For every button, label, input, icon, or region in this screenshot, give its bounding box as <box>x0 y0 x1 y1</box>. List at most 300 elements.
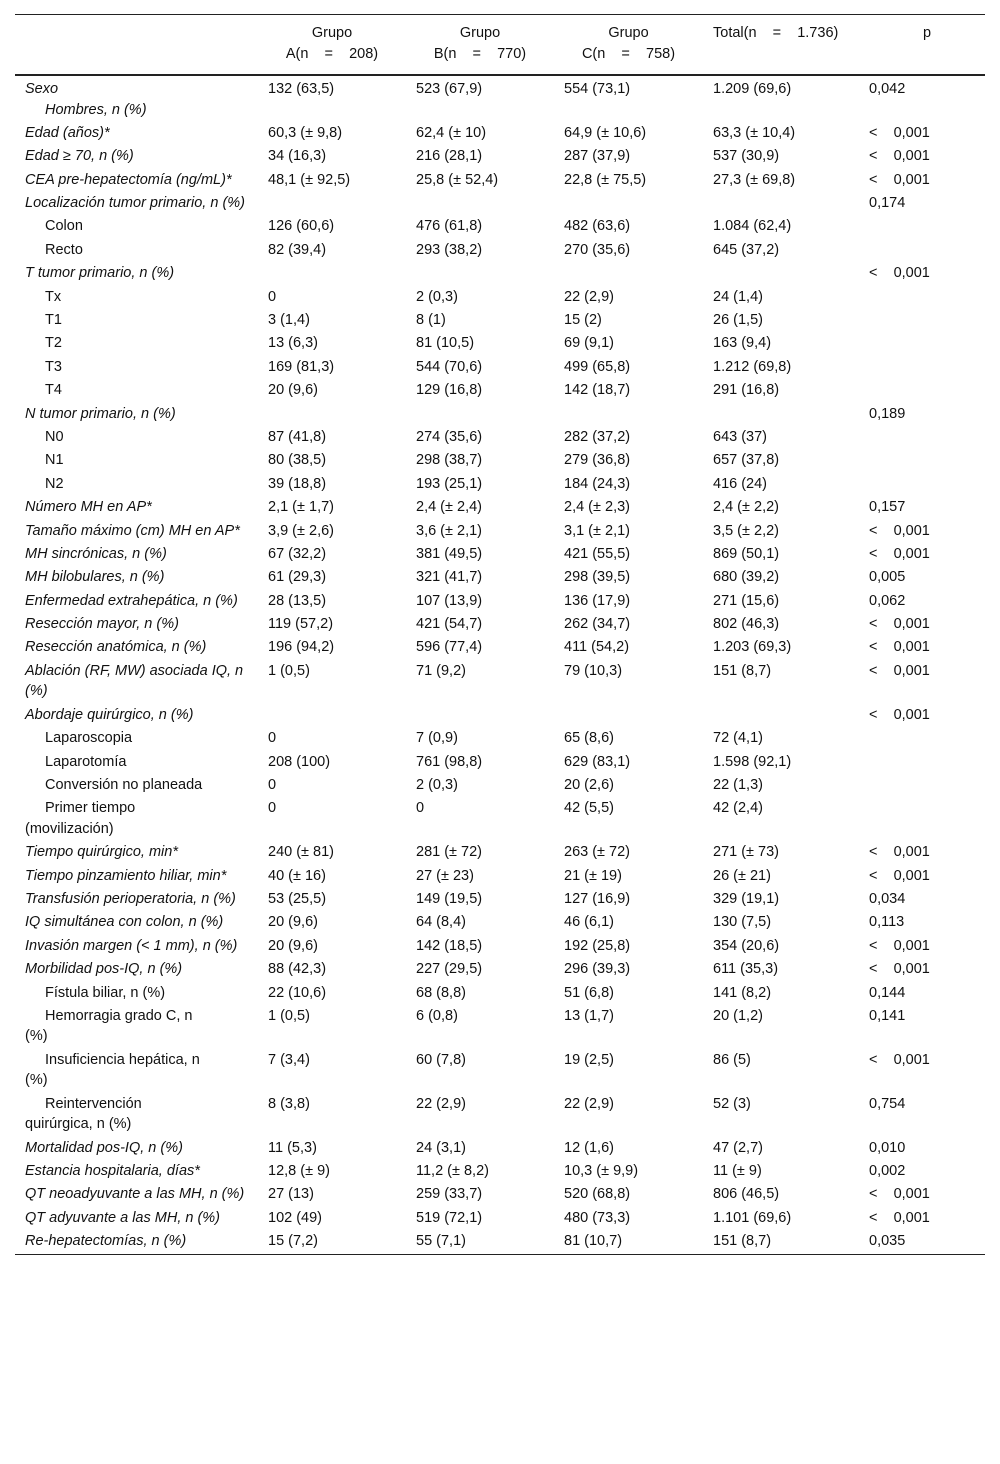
row-label <box>15 192 258 215</box>
row-label-text: Edad ≥ 70, n (%) <box>25 148 134 165</box>
table-row <box>15 1005 985 1049</box>
row-label-text: Localización tumor primario, n (%) <box>25 195 245 212</box>
row-label <box>15 356 258 379</box>
row-label <box>15 1183 258 1206</box>
cell-p-value <box>869 797 985 841</box>
cell-group-c: 263 (± 72) <box>564 844 630 861</box>
cell-total <box>703 192 869 215</box>
row-label <box>15 1093 258 1137</box>
cell-group-a: 12,8 (± 9) <box>268 1163 330 1180</box>
cell-group-b: 68 (8,8) <box>416 984 466 1001</box>
row-label <box>15 520 258 543</box>
cell-total: 1.598 (92,1) <box>713 753 792 770</box>
row-label <box>15 911 258 934</box>
cell-total: 63,3 (± 10,4) <box>713 124 796 141</box>
cell-group-a: 67 (32,2) <box>268 545 327 562</box>
row-label-text: Número MH en AP* <box>25 499 152 516</box>
cell-group-a: 1 (0,5) <box>268 662 310 679</box>
table-row <box>15 449 985 472</box>
cell-group-c: 21 (± 19) <box>564 867 622 884</box>
cell-p-value <box>869 727 985 750</box>
cell-p-value: 0,141 <box>869 1007 906 1024</box>
cell-group-a: 240 (± 81) <box>268 844 334 861</box>
cell-group-a <box>258 704 406 727</box>
row-label <box>15 660 258 704</box>
row-label <box>15 496 258 519</box>
table-row <box>15 566 985 589</box>
row-label-text: Estancia hospitalaria, días* <box>25 1163 200 1180</box>
table-row <box>15 1137 985 1160</box>
header-group-c-line2: C(n = 758) <box>581 46 676 62</box>
cell-group-c <box>554 403 703 426</box>
cell-total: 354 (20,6) <box>713 937 780 954</box>
row-label-text: Morbilidad pos-IQ, n (%) <box>25 961 183 978</box>
cell-p-value: < 0,001 <box>869 545 930 562</box>
cell-group-b: 381 (49,5) <box>416 545 483 562</box>
header-row <box>15 15 985 76</box>
cell-total <box>703 262 869 285</box>
cell-p-value <box>869 751 985 774</box>
cell-total: 141 (8,2) <box>713 984 772 1001</box>
row-label-text: Insuficiencia hepática, n <box>45 1051 200 1068</box>
row-label-text: QT neoadyuvante a las MH, n (%) <box>25 1186 245 1203</box>
cell-group-c: 554 (73,1) <box>564 81 631 97</box>
cell-group-c: 270 (35,6) <box>564 241 631 258</box>
cell-group-b: 7 (0,9) <box>416 730 458 747</box>
table-row <box>15 841 985 864</box>
row-label-text: QT adyuvante a las MH, n (%) <box>25 1209 221 1226</box>
cell-total: 151 (8,7) <box>713 662 772 679</box>
cell-group-b: 596 (77,4) <box>416 639 483 656</box>
table-row <box>15 958 985 981</box>
cell-group-c: 262 (34,7) <box>564 616 631 633</box>
cell-group-b <box>406 262 554 285</box>
table-row <box>15 239 985 262</box>
row-label-text: Colon <box>45 218 83 235</box>
table-row <box>15 982 985 1005</box>
cell-total: 657 (37,8) <box>713 452 780 469</box>
row-label-text: MH sincrónicas, n (%) <box>25 545 167 562</box>
row-label <box>15 262 258 285</box>
cell-group-a: 22 (10,6) <box>268 984 327 1001</box>
header-group-b-line1: Grupo <box>459 25 501 41</box>
cell-group-a: 0 <box>268 776 277 793</box>
row-label <box>15 704 258 727</box>
cell-group-c: 22,8 (± 75,5) <box>564 171 647 188</box>
row-label-text: Resección mayor, n (%) <box>25 616 179 633</box>
row-label-text: N1 <box>45 452 64 469</box>
cell-total: 86 (5) <box>713 1051 751 1068</box>
row-label-text: Edad (años)* <box>25 124 110 141</box>
cell-group-c: 482 (63,6) <box>564 218 631 235</box>
cell-p-value <box>869 239 985 262</box>
row-label-continuation: Hombres, n (%) <box>45 101 147 118</box>
cell-group-c: 81 (10,7) <box>554 1230 703 1254</box>
table-body <box>15 75 985 1254</box>
cell-p-value: < 0,001 <box>869 639 930 656</box>
cell-p-value: < 0,001 <box>869 844 930 861</box>
table-row <box>15 379 985 402</box>
table-row <box>15 496 985 519</box>
table-row <box>15 262 985 285</box>
header-group-b <box>406 15 554 76</box>
table-row <box>15 660 985 704</box>
row-label <box>15 727 258 750</box>
cell-group-b: 11,2 (± 8,2) <box>416 1163 489 1180</box>
cell-group-c: 480 (73,3) <box>564 1209 631 1226</box>
cell-group-a: 169 (81,3) <box>268 358 335 375</box>
cell-group-c: 279 (36,8) <box>564 452 631 469</box>
row-label <box>15 774 258 797</box>
row-label-text: T1 <box>45 312 62 329</box>
table-row <box>15 309 985 332</box>
cell-group-a: 53 (25,5) <box>268 891 327 907</box>
table-row <box>15 1093 985 1137</box>
cell-group-b <box>406 403 554 426</box>
cell-group-b: 142 (18,5) <box>416 937 483 954</box>
cell-group-b: 22 (2,9) <box>416 1095 466 1112</box>
cell-group-b: 2,4 (± 2,4) <box>416 499 482 516</box>
cell-group-c: 46 (6,1) <box>564 914 614 931</box>
row-label-text: Transfusión perioperatoria, n (%) <box>25 891 236 907</box>
row-label-text: MH bilobulares, n (%) <box>25 569 165 586</box>
cell-group-a: 20 (9,6) <box>268 382 318 399</box>
header-group-c-line1: Grupo <box>608 25 649 41</box>
cell-total: 802 (46,3) <box>713 616 780 633</box>
cell-group-a <box>258 262 406 285</box>
row-label <box>15 309 258 332</box>
row-label-text: T4 <box>45 382 62 399</box>
table-row <box>15 403 985 426</box>
row-label <box>15 590 258 613</box>
table-row <box>15 426 985 449</box>
table-row <box>15 888 985 911</box>
cell-total: 11 (± 9) <box>713 1163 762 1180</box>
cell-group-b: 107 (13,9) <box>416 592 483 609</box>
cell-group-a: 208 (100) <box>268 753 331 770</box>
row-label <box>15 888 258 911</box>
cell-p-value: < 0,001 <box>869 961 930 978</box>
row-label <box>15 332 258 355</box>
cell-total: 645 (37,2) <box>713 241 780 258</box>
cell-p-value: < 0,001 <box>869 1186 930 1203</box>
cell-total: 537 (30,9) <box>713 148 780 165</box>
row-label-text: Resección anatómica, n (%) <box>25 639 207 656</box>
cell-group-a <box>258 192 406 215</box>
cell-total: 329 (19,1) <box>713 891 780 907</box>
cell-total: 1.084 (62,4) <box>713 218 792 235</box>
table-row <box>15 865 985 888</box>
cell-group-a: 88 (42,3) <box>268 961 327 978</box>
cell-group-a: 39 (18,8) <box>268 475 327 492</box>
cell-group-b: 298 (38,7) <box>416 452 483 469</box>
header-group-c <box>554 15 703 76</box>
cell-p-value: < 0,001 <box>869 171 930 188</box>
table-row <box>15 286 985 309</box>
row-label-text: Primer tiempo <box>45 800 136 817</box>
row-label-continuation: (%) <box>25 1072 48 1089</box>
row-label-text: Invasión margen (< 1 mm), n (%) <box>25 937 238 954</box>
cell-group-b: 281 (± 72) <box>416 844 482 861</box>
cell-p-value <box>869 309 985 332</box>
cell-group-b: 60 (7,8) <box>416 1051 466 1068</box>
row-label-text: Tiempo quirúrgico, min* <box>25 844 178 861</box>
row-label <box>15 473 258 496</box>
cell-group-a: 119 (57,2) <box>268 616 334 633</box>
cell-p-value: 0,035 <box>869 1230 985 1254</box>
row-label <box>15 215 258 238</box>
cell-group-a: 0 <box>268 288 277 305</box>
cell-total: 52 (3) <box>713 1095 751 1112</box>
cell-group-a <box>258 403 406 426</box>
cell-group-b: 62,4 (± 10) <box>416 124 487 141</box>
cell-group-a: 126 (60,6) <box>268 218 335 235</box>
cell-group-c: 184 (24,3) <box>564 475 631 492</box>
table-row <box>15 122 985 145</box>
table-row <box>15 473 985 496</box>
cell-p-value <box>869 356 985 379</box>
cell-total: 20 (1,2) <box>713 1007 763 1024</box>
cell-group-a: 0 <box>268 730 277 747</box>
cell-group-c: 42 (5,5) <box>564 800 614 817</box>
cell-group-b: 421 (54,7) <box>416 616 483 633</box>
row-label-text: N2 <box>45 475 64 492</box>
cell-group-a: 0 <box>268 800 277 817</box>
cell-group-a: 27 (13) <box>268 1186 314 1203</box>
cell-total: 130 (7,5) <box>713 914 772 931</box>
cell-p-value: < 0,001 <box>869 1051 930 1068</box>
cell-group-a: 132 (63,5) <box>268 81 335 97</box>
cell-p-value: 0,010 <box>869 1139 906 1156</box>
cell-group-a: 196 (94,2) <box>268 639 335 656</box>
cell-group-c: 298 (39,5) <box>564 569 631 586</box>
row-label <box>15 286 258 309</box>
cell-group-b: 2 (0,3) <box>416 776 458 793</box>
cell-total: 271 (15,6) <box>713 592 780 609</box>
row-label-text: Hemorragia grado C, n <box>45 1007 193 1024</box>
row-label-continuation: (movilización) <box>25 820 114 837</box>
cell-group-c: 22 (2,9) <box>564 1095 614 1112</box>
cell-group-c: 520 (68,8) <box>564 1186 631 1203</box>
header-group-a-line1: Grupo <box>311 25 353 41</box>
cell-p-value <box>869 473 985 496</box>
cell-total: 3,5 (± 2,2) <box>713 522 779 539</box>
table-row <box>15 169 985 192</box>
cell-group-a: 8 (3,8) <box>268 1095 310 1112</box>
cell-group-a: 20 (9,6) <box>268 914 318 931</box>
cell-group-b: 193 (25,1) <box>416 475 483 492</box>
table-row <box>15 1183 985 1206</box>
table-row <box>15 145 985 168</box>
table-row <box>15 1207 985 1230</box>
row-label-text: Ablación (RF, MW) asociada IQ, n (%) <box>25 662 244 700</box>
cell-p-value: < 0,001 <box>869 662 930 679</box>
row-label-text: Sexo <box>25 81 59 97</box>
cell-group-b: 293 (38,2) <box>416 241 483 258</box>
cell-p-value <box>869 215 985 238</box>
cell-total: 643 (37) <box>713 428 768 445</box>
cell-group-b: 227 (29,5) <box>416 961 483 978</box>
cell-total: 680 (39,2) <box>713 569 780 586</box>
table-row <box>15 613 985 636</box>
cell-total: 1.209 (69,6) <box>713 81 792 97</box>
table-row <box>15 192 985 215</box>
cell-total: 271 (± 73) <box>713 844 779 861</box>
row-label-text: Tiempo pinzamiento hiliar, min* <box>25 867 227 884</box>
cell-p-value: 0,042 <box>869 81 906 97</box>
cell-p-value <box>869 286 985 309</box>
table-row <box>15 704 985 727</box>
header-group-b-line2: B(n = 770) <box>433 46 527 62</box>
cell-p-value: < 0,001 <box>869 124 930 141</box>
cell-total: 27,3 (± 69,8) <box>713 171 796 188</box>
row-label-text: Re-hepatectomías, n (%) <box>25 1233 187 1250</box>
row-label-text: Recto <box>45 241 83 258</box>
cell-group-c: 69 (9,1) <box>564 335 614 352</box>
table-row <box>15 332 985 355</box>
row-label <box>15 982 258 1005</box>
cell-group-a: 87 (41,8) <box>268 428 327 445</box>
cell-total <box>703 403 869 426</box>
cell-group-c: 629 (83,1) <box>564 753 631 770</box>
header-group-a-line2: A(n = 208) <box>285 46 379 62</box>
cell-group-c: 2,4 (± 2,3) <box>564 499 630 516</box>
cell-p-value: < 0,001 <box>869 616 930 633</box>
row-label <box>15 122 258 145</box>
cell-total: 611 (35,3) <box>713 961 779 978</box>
cell-total: 806 (46,5) <box>713 1186 780 1203</box>
cell-group-b: 2 (0,3) <box>416 288 458 305</box>
cell-group-b: 8 (1) <box>416 312 446 329</box>
cell-group-c: 127 (16,9) <box>564 891 631 907</box>
header-total: Total(n = 1.736) <box>713 25 839 41</box>
cell-p-value <box>869 379 985 402</box>
cell-total: 163 (9,4) <box>713 335 772 352</box>
row-label-text: Mortalidad pos-IQ, n (%) <box>25 1139 183 1156</box>
cell-group-c: 136 (17,9) <box>564 592 631 609</box>
cell-total: 869 (50,1) <box>713 545 780 562</box>
cell-p-value: 0,113 <box>869 914 905 931</box>
table-row <box>15 356 985 379</box>
cell-group-c: 296 (39,3) <box>564 961 631 978</box>
cell-p-value: < 0,001 <box>869 937 930 954</box>
cell-group-a: 20 (9,6) <box>268 937 318 954</box>
row-label <box>15 613 258 636</box>
cell-group-b: 81 (10,5) <box>416 335 475 352</box>
cell-group-a: 60,3 (± 9,8) <box>268 124 343 141</box>
row-label-text: T3 <box>45 358 62 375</box>
row-label <box>15 1230 258 1254</box>
row-label <box>15 1160 258 1183</box>
cell-group-a: 28 (13,5) <box>268 592 327 609</box>
table-header <box>15 15 985 76</box>
cell-group-c <box>554 704 703 727</box>
cell-group-c: 64,9 (± 10,6) <box>564 124 647 141</box>
cell-group-c <box>554 262 703 285</box>
results-table-container <box>15 14 985 1255</box>
cell-total: 416 (24) <box>713 475 768 492</box>
cell-group-a: 34 (16,3) <box>268 148 327 165</box>
cell-group-b: 3,6 (± 2,1) <box>416 522 482 539</box>
cell-group-c: 10,3 (± 9,9) <box>564 1163 639 1180</box>
cell-group-b: 25,8 (± 52,4) <box>416 171 499 188</box>
cell-total: 24 (1,4) <box>713 288 763 305</box>
row-label <box>15 958 258 981</box>
cell-p-value: 0,174 <box>869 195 906 212</box>
cell-p-value: < 0,001 <box>869 148 930 165</box>
cell-group-c: 192 (25,8) <box>564 937 631 954</box>
cell-p-value: < 0,001 <box>869 522 930 539</box>
cell-total: 22 (1,3) <box>713 776 763 793</box>
cell-group-b: 6 (0,8) <box>416 1007 458 1024</box>
cell-group-c: 12 (1,6) <box>564 1139 614 1156</box>
table-row <box>15 543 985 566</box>
table-row <box>15 911 985 934</box>
table-row <box>15 590 985 613</box>
cell-group-b: 523 (67,9) <box>416 81 483 97</box>
cell-group-b: 149 (19,5) <box>416 891 483 907</box>
cell-total: 1.203 (69,3) <box>713 639 792 656</box>
cell-group-c: 65 (8,6) <box>564 730 614 747</box>
cell-group-c: 282 (37,2) <box>564 428 631 445</box>
row-label-text: Fístula biliar, n (%) <box>45 984 166 1001</box>
cell-group-c: 20 (2,6) <box>564 776 614 793</box>
cell-group-c: 411 (54,2) <box>564 639 630 656</box>
table-row <box>15 1049 985 1093</box>
row-label <box>15 449 258 472</box>
cell-group-b: 519 (72,1) <box>416 1209 483 1226</box>
cell-total: 151 (8,7) <box>703 1230 869 1254</box>
cell-group-c: 13 (1,7) <box>564 1007 614 1024</box>
cell-group-b: 64 (8,4) <box>416 914 466 931</box>
cell-total: 291 (16,8) <box>713 382 780 399</box>
row-label <box>15 636 258 659</box>
row-label-text: T2 <box>45 335 62 352</box>
header-p-value: p <box>922 25 932 41</box>
cell-p-value: 0,002 <box>869 1163 906 1180</box>
header-variable <box>15 15 258 76</box>
cell-group-a: 11 (5,3) <box>268 1139 317 1156</box>
cell-group-b: 71 (9,2) <box>416 662 466 679</box>
cell-group-a: 40 (± 16) <box>268 867 326 884</box>
cell-group-b <box>406 704 554 727</box>
row-label-text: CEA pre-hepatectomía (ng/mL)* <box>25 171 232 188</box>
cell-group-a: 2,1 (± 1,7) <box>268 499 334 516</box>
row-label <box>15 1207 258 1230</box>
row-label-continuation: quirúrgica, n (%) <box>25 1116 132 1133</box>
cell-total: 2,4 (± 2,2) <box>713 499 779 516</box>
results-table <box>15 14 985 1255</box>
cell-group-a: 13 (6,3) <box>268 335 318 352</box>
row-label-text: Enfermedad extrahepática, n (%) <box>25 592 238 609</box>
row-label <box>15 751 258 774</box>
cell-p-value: < 0,001 <box>869 706 930 723</box>
row-label <box>15 797 258 841</box>
cell-p-value: 0,062 <box>869 592 906 609</box>
row-label <box>15 145 258 168</box>
row-label-text: Laparoscopia <box>45 730 133 747</box>
row-label <box>15 566 258 589</box>
cell-p-value: < 0,001 <box>869 1209 930 1226</box>
cell-group-b <box>406 192 554 215</box>
row-label <box>15 543 258 566</box>
row-label-text: Laparotomía <box>45 753 127 770</box>
row-label <box>15 239 258 262</box>
row-label <box>15 865 258 888</box>
row-label-text: Tamaño máximo (cm) MH en AP* <box>25 522 240 539</box>
row-label-text: Conversión no planeada <box>45 776 203 793</box>
row-label-continuation: (%) <box>25 1028 48 1045</box>
